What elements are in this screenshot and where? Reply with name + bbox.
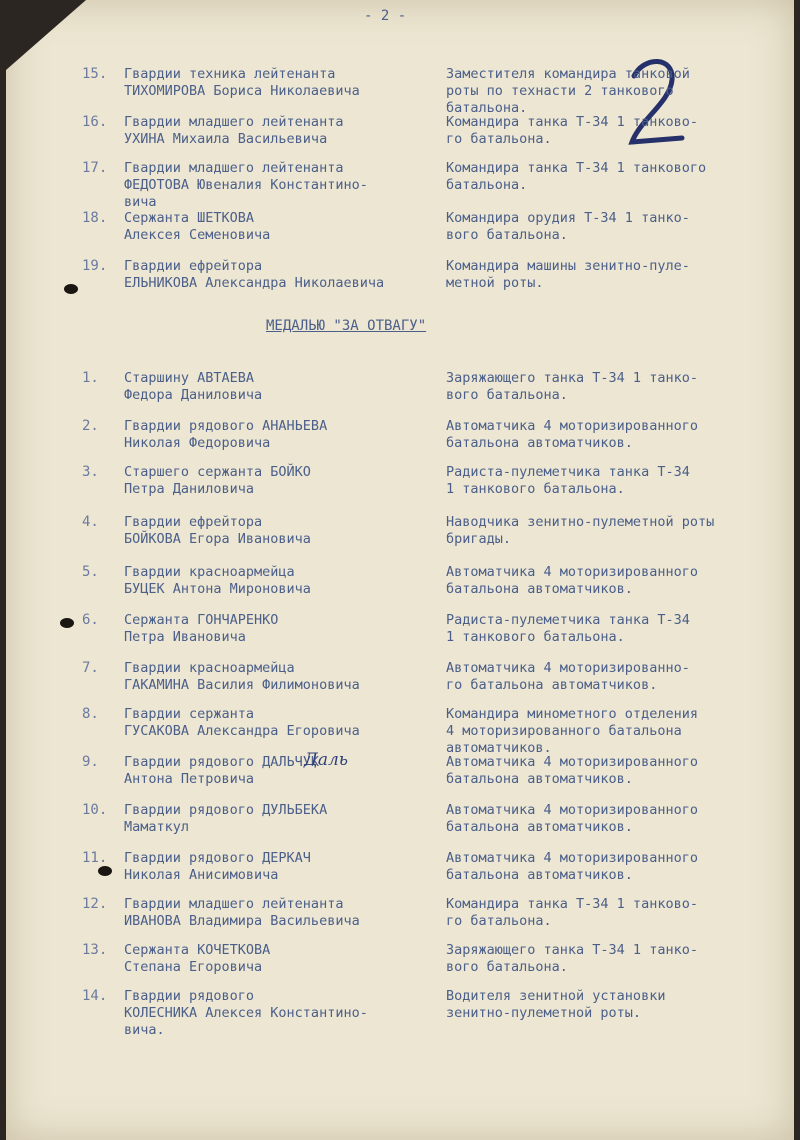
awardee-name [124,370,262,404]
name-line: Гвардии ефрейтора [124,514,263,530]
role-line: батальона автоматчиков. [446,867,633,883]
entry-number: 14. [82,988,108,1004]
role-line: Командира танка Т-34 1 танково- [446,114,698,130]
name-line: Гвардии рядового ДАЛЬЧУК [124,754,320,770]
name-line: Степана Егоровича [124,959,263,975]
awardee-name [124,754,319,788]
awardee-name [124,850,311,884]
role-line: батальона автоматчиков. [446,819,633,835]
role-line: Заместителя командира танковой [446,66,690,82]
name-line: Петра Ивановича [124,629,246,645]
role-line: Автоматчика 4 моторизированного [446,418,698,434]
role-line: батальона. [446,177,528,193]
role-line: метной роты. [446,275,544,291]
name-line: Сержанта КОЧЕТКОВА [124,942,271,958]
name-line: КОЛЕСНИКА Алексея Константино- [124,1005,368,1021]
awardee-name [124,66,360,100]
awardee-role [446,160,706,194]
role-line: Автоматчика 4 моторизированного [446,802,698,818]
role-line: Водителя зенитной установки [446,988,666,1004]
entry-number: 9. [82,754,99,770]
name-line: Гвардии рядового ДЕРКАЧ [124,850,311,866]
awardee-name [124,258,384,292]
name-line: Федора Даниловича [124,387,263,403]
name-line: БУЦЕК Антона Мироновича [124,581,311,597]
name-line: Антона Петровича [124,771,255,787]
role-line: Командира минометного отделения [446,706,698,722]
role-line: Командира машины зенитно-пуле- [446,258,690,274]
awardee-role [446,258,690,292]
awardee-name [124,160,368,211]
name-line: Сержанта ГОНЧАРЕНКО [124,612,279,628]
entry-number: 18. [82,210,108,226]
role-line: Радиста-пулеметчика танка Т-34 [446,464,690,480]
awardee-role [446,114,698,148]
role-line: Командира орудия Т-34 1 танко- [446,210,690,226]
awardee-role [446,464,690,498]
awardee-role [446,66,690,117]
torn-corner [6,0,86,70]
awardee-name [124,564,311,598]
name-line: ГАКАМИНА Василия Филимоновича [124,677,360,693]
awardee-role [446,988,665,1022]
name-line: УХИНА Михаила Васильевича [124,131,328,147]
handwritten-annotation: Даль [304,750,349,770]
role-line: 4 моторизированного батальона [446,723,682,739]
awardee-name [124,612,278,646]
role-line: 1 танкового батальона. [446,481,625,497]
role-line: го батальона. [446,131,552,147]
awardee-role [446,514,714,548]
name-line: вича [124,194,157,210]
name-line: Гвардии рядового АНАНЬЕВА [124,418,328,434]
entry-number: 1. [82,370,99,386]
role-line: 1 танкового батальона. [446,629,625,645]
name-line: Гвардии младшего лейтенанта [124,160,344,176]
name-line: Старшего сержанта БОЙКО [124,464,311,480]
role-line: Командира танка Т-34 1 танкового [446,160,707,176]
entry-number: 13. [82,942,108,958]
role-line: батальона. [446,100,528,116]
role-line: автоматчиков. [446,740,552,756]
entry-number: 16. [82,114,108,130]
role-line: вого батальона. [446,959,568,975]
awardee-name [124,896,360,930]
punch-hole [60,618,74,628]
awardee-role [446,612,690,646]
entry-number: 17. [82,160,108,176]
entry-number: 19. [82,258,108,274]
role-line: вого батальона. [446,227,568,243]
role-line: Автоматчика 4 моторизированного [446,850,698,866]
name-line: Гвардии красноармейца [124,564,295,580]
name-line: Гвардии рядового [124,988,255,1004]
awardee-name [124,418,327,452]
awardee-name [124,660,360,694]
role-line: батальона автоматчиков. [446,435,633,451]
role-line: зенитно-пулеметной роты. [446,1005,642,1021]
punch-hole [64,284,78,294]
awardee-role [446,896,698,930]
role-line: Радиста-пулеметчика танка Т-34 [446,612,690,628]
name-line: Гвардии младшего лейтенанта [124,114,344,130]
role-line: Командира танка Т-34 1 танково- [446,896,698,912]
entry-number: 4. [82,514,99,530]
name-line: Петра Даниловича [124,481,255,497]
role-line: го батальона. [446,913,552,929]
name-line: Николая Анисимовича [124,867,279,883]
entry-number: 15. [82,66,108,82]
punch-hole [98,866,112,876]
name-line: Гвардии техника лейтенанта [124,66,336,82]
awardee-role [446,942,698,976]
role-line: вого батальона. [446,387,568,403]
role-line: Заряжающего танка Т-34 1 танко- [446,942,698,958]
name-line: Гвардии младшего лейтенанта [124,896,344,912]
role-line: Автоматчика 4 моторизированно- [446,660,690,676]
name-line: БОЙКОВА Егора Ивановича [124,531,311,547]
awardee-name [124,706,360,740]
name-line: Маматкул [124,819,190,835]
entry-number: 10. [82,802,108,818]
awardee-role [446,564,698,598]
section-heading: МЕДАЛЬЮ "ЗА ОТВАГУ" [266,318,427,334]
awardee-role [446,802,698,836]
role-line: го батальона автоматчиков. [446,677,658,693]
awardee-role [446,850,698,884]
page-number: - 2 - [364,8,407,24]
name-line: Старшину АВТАЕВА [124,370,255,386]
awardee-role [446,660,690,694]
name-line: ТИХОМИРОВА Бориса Николаевича [124,83,360,99]
awardee-name [124,802,327,836]
name-line: вича. [124,1022,165,1038]
awardee-name [124,210,270,244]
role-line: бригады. [446,531,512,547]
document-page [6,0,794,1140]
awardee-name [124,988,368,1039]
entry-number: 6. [82,612,99,628]
entry-number: 2. [82,418,99,434]
name-line: Гвардии рядового ДУЛЬБЕКА [124,802,328,818]
role-line: Автоматчика 4 моторизированного [446,564,698,580]
name-line: Гвардии красноармейца [124,660,295,676]
name-line: Гвардии ефрейтора [124,258,263,274]
awardee-name [124,464,311,498]
role-line: Автоматчика 4 моторизированного [446,754,698,770]
awardee-role [446,754,698,788]
entry-number: 12. [82,896,108,912]
role-line: батальона автоматчиков. [446,771,633,787]
awardee-role [446,418,698,452]
awardee-name [124,942,270,976]
name-line: Сержанта ШЕТКОВА [124,210,255,226]
awardee-role [446,210,690,244]
entry-number: 3. [82,464,99,480]
role-line: роты по технасти 2 танкового [446,83,674,99]
role-line: Заряжающего танка Т-34 1 танко- [446,370,698,386]
name-line: ГУСАКОВА Александра Егоровича [124,723,360,739]
awardee-role [446,706,698,757]
entry-number: 7. [82,660,99,676]
role-line: Наводчика зенитно-пулеметной роты [446,514,715,530]
name-line: ЕЛЬНИКОВА Александра Николаевича [124,275,385,291]
entry-number: 11. [82,850,108,866]
awardee-role [446,370,698,404]
role-line: батальона автоматчиков. [446,581,633,597]
name-line: Алексея Семеновича [124,227,271,243]
name-line: ИВАНОВА Владимира Васильевича [124,913,360,929]
entry-number: 5. [82,564,99,580]
awardee-name [124,114,343,148]
name-line: Гвардии сержанта [124,706,255,722]
name-line: Николая Федоровича [124,435,271,451]
entry-number: 8. [82,706,99,722]
awardee-name [124,514,311,548]
name-line: ФЕДОТОВА Ювеналия Константино- [124,177,368,193]
